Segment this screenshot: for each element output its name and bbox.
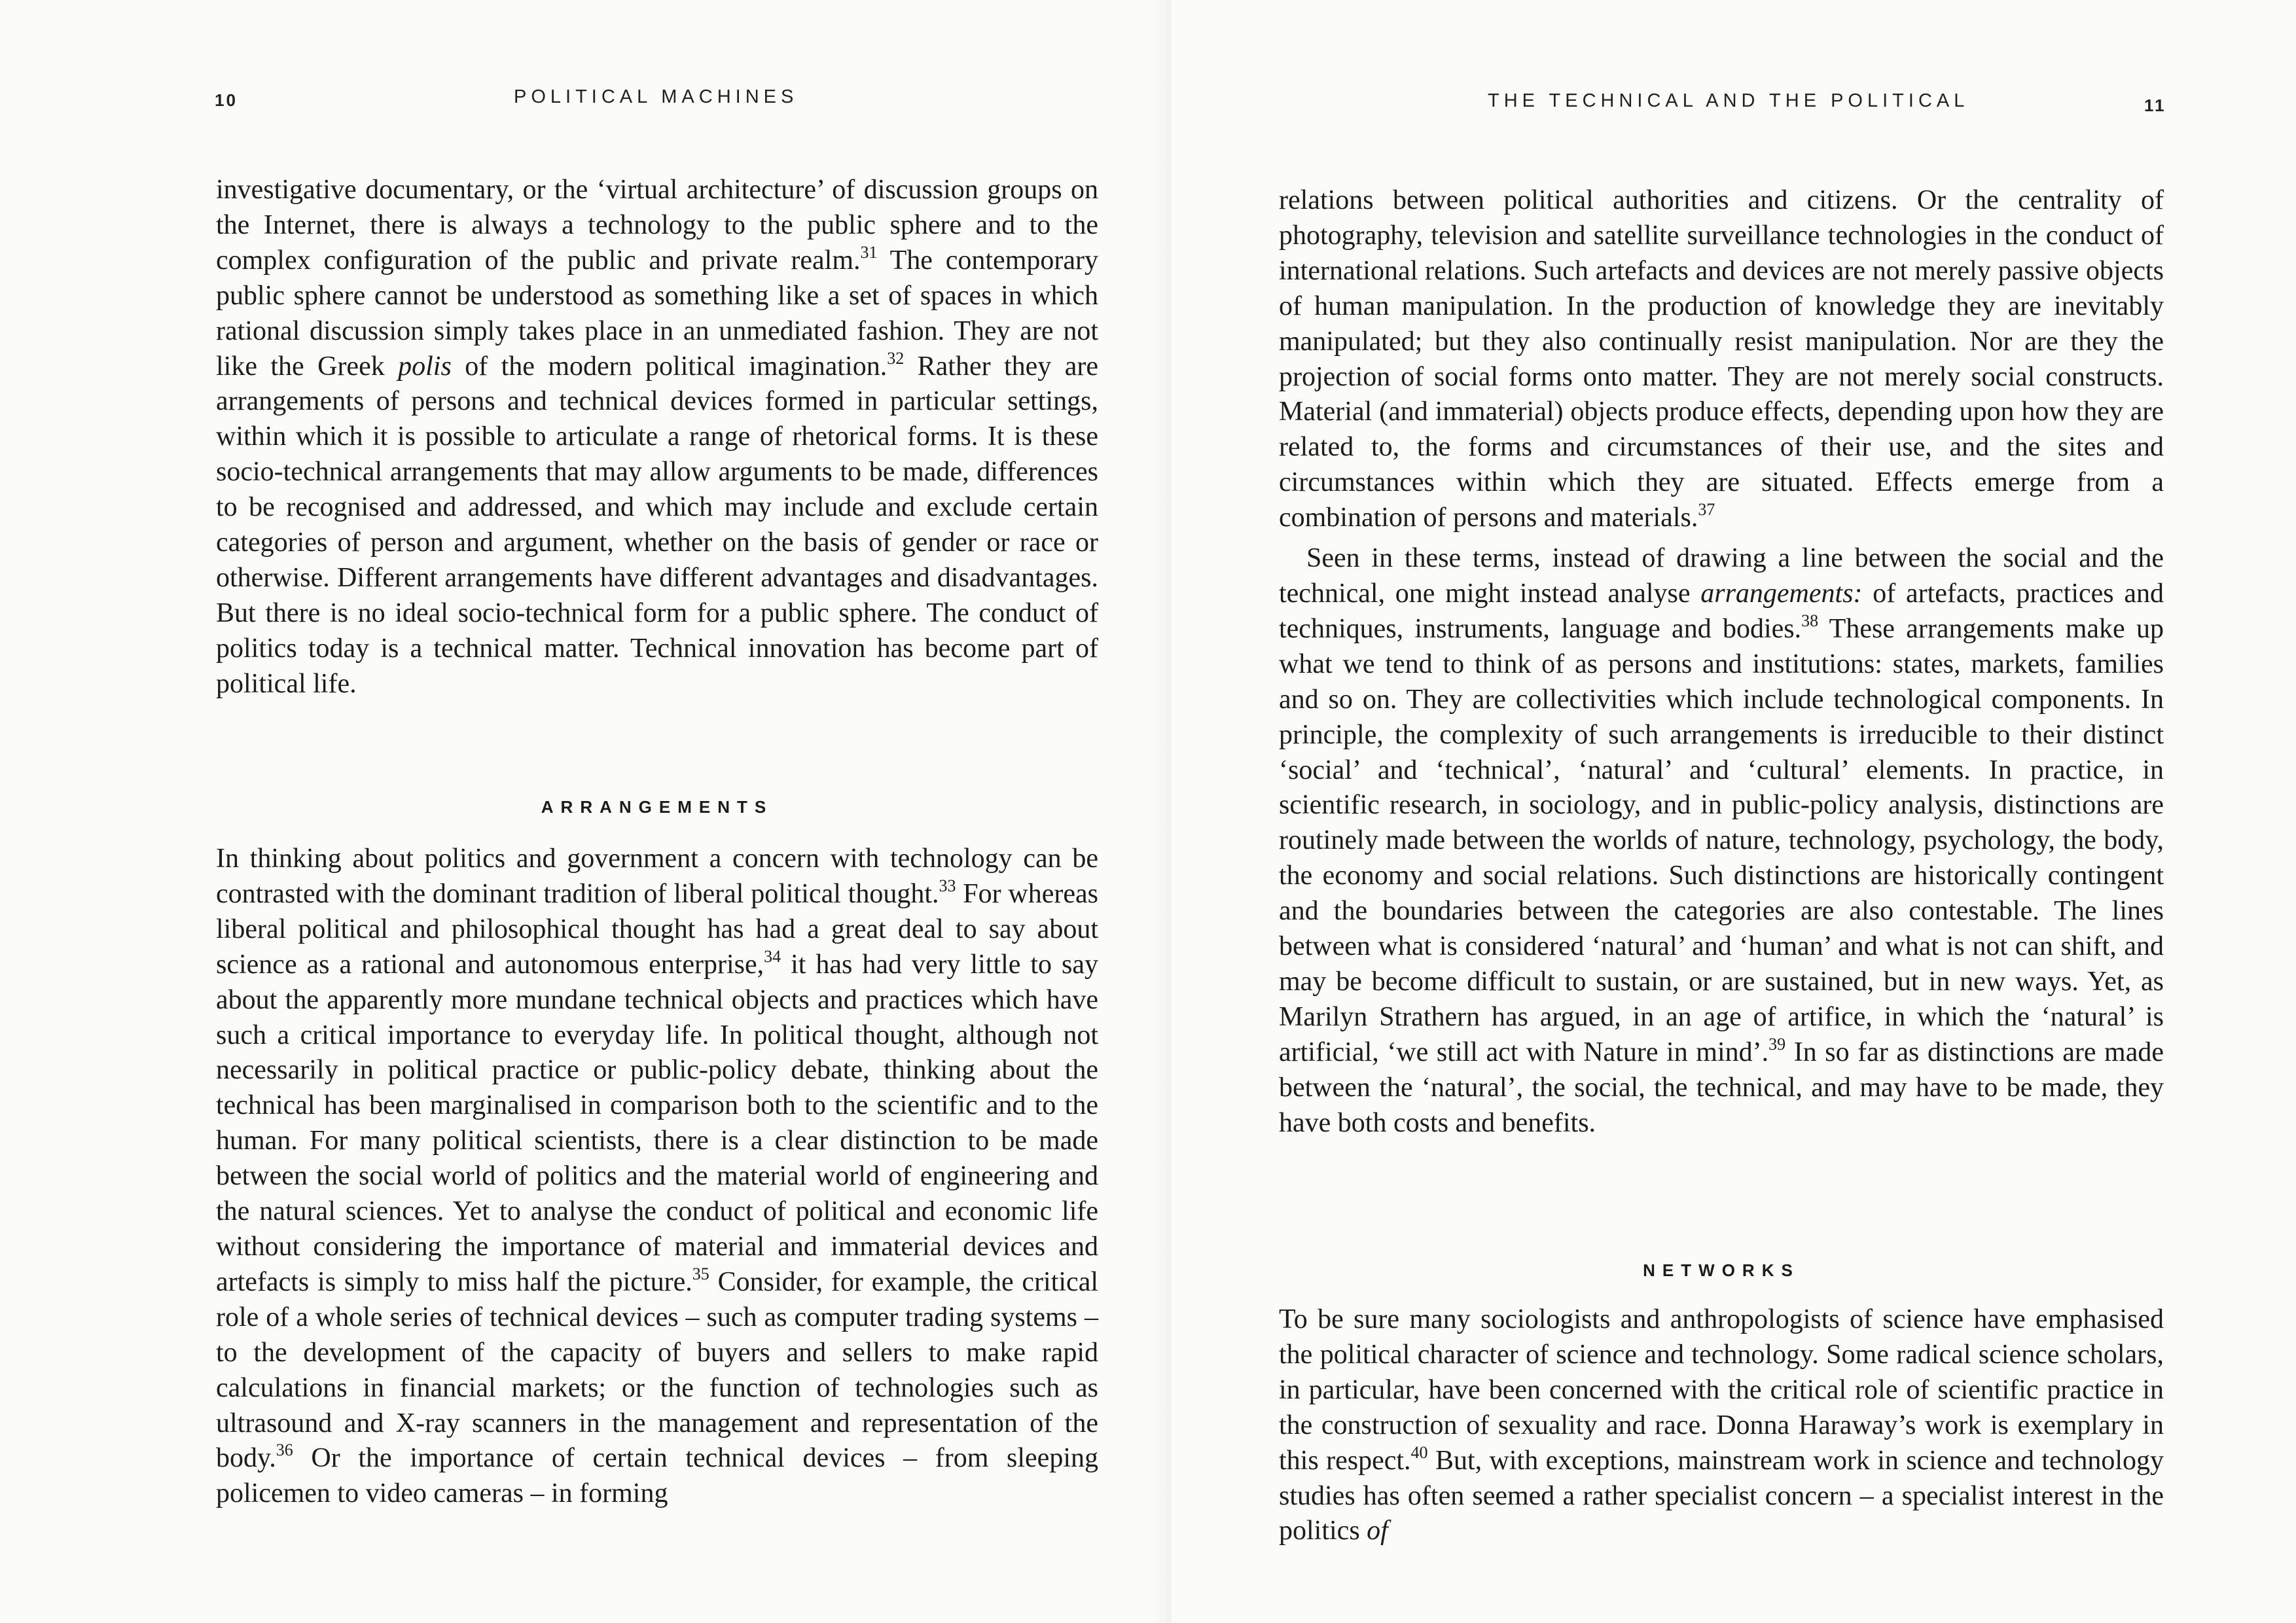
footnote-ref: 35 [692,1264,709,1283]
footnote-ref: 38 [1801,611,1819,630]
body-text-block-1 [1279,183,2164,1141]
paragraph: investigative documentary, or the ‘virtual architecture’ of discussion groups on the Internet, there is always a technology to the public sphere and to the complex configuration of the public and private realm.$^{31}$ The contemporary public sphere cannot be understood as something like a set of spaces in which rational discussion simply takes place in an unmediated fashion. They are not like the Greek polis of the modern political imagination.$^{32}$ Rather they are arrangements of persons and technical devices formed in particular settings, within which it is possible to articulate a range of rhetorical forms. It is these socio-technical arrangements that may allow arguments to be made, differences to be recognised and addressed, and which may include and exclude certain categories of person and argument, whether on the basis of gender or race or otherwise. Different arrangements have different advantages and disadvantages. But there is no ideal socio-technical form for a public sphere. The conduct of politics today is a technical matter. Technical innovation has become part of political life. [216,175,1098,699]
running-head: POLITICAL MACHINES [514,86,798,107]
footnote-ref: 40 [1410,1442,1428,1462]
footnote-ref: 36 [276,1440,293,1460]
footnote-ref: 31 [860,242,878,262]
section-heading: ARRANGEMENTS [541,797,774,817]
running-head: THE TECHNICAL AND THE POLITICAL [1488,90,1969,111]
body-text-block-2 [1279,1302,2164,1549]
footnote-ref: 33 [939,876,956,895]
paragraph: relations between political authorities and citizens. Or the centrality of photography, television and satellite surveillance technologies in the conduct of international relations. Such artefacts and devices are not merely passive objects of human manipulation. In the production of knowledge they are inevitably manipulated; but they also continually resist manipulation. Nor are they the projection of social forms onto matter. They are not merely social constructs. Material (and immaterial) objects produce effects, depending upon how they are related to, the forms and circumstances of their use, and the sites and circumstances within which they are situated. Effects emerge from a combination of persons and materials.$^{37}$ [1279,185,2164,533]
footnote-ref: 32 [887,348,905,368]
paragraph: To be sure many sociologists and anthropologists of science have emphasised the political character of science and technology. Some radical science scholars, in particular, have been concerned with the critical role of scientific practice in the construction of sexuality and race. Donna Haraway’s work is exemplary in this respect.$^{40}$ But, with exceptions, mainstream work in science and technology studies has often seemed a rather specialist concern – a specialist interest in the politics of [1279,1304,2164,1546]
right-page [1172,0,2296,1623]
footnote-ref: 34 [764,946,781,966]
paragraph: In thinking about politics and government a concern with technology can be contrasted with the dominant tradition of liberal political thought.$^{33}$ For whereas liberal political and philosophical thought has had a great deal to say about science as a rational and autonomous enterprise,$^{34}$ it has had very little to say about the apparently more mundane technical objects and practices which have such a critical importance to everyday life. In political thought, although not necessarily in political practice or public-policy debate, thinking about the technical has been marginalised in comparison both to the scientific and to the human. For many political scientists, there is a clear distinction to be made between the social world of politics and the material world of engineering and the natural sciences. Yet to analyse the conduct of political and economic life without considering the importance of material and immaterial devices and artefacts is simply to miss half the picture.$^{35}$ Consider, for example, the critical role of a whole series of technical devices – such as computer trading systems – to the development of the capacity of buyers and sellers to make rapid calculations in financial markets; or the function of technologies such as ultrasound and X-ray scanners in the management and representation of the body.$^{36}$ Or the importance of certain technical devices – from sleeping policemen to video cameras – in forming [216,844,1099,1509]
body-text-block-1 [216,173,1098,702]
page-number: 10 [215,90,238,110]
footnote-ref: 39 [1768,1034,1786,1054]
body-text-block-2 [216,842,1098,1512]
section-heading: NETWORKS [1643,1260,1800,1280]
page-number: 11 [2144,96,2166,115]
footnote-ref: 37 [1698,500,1715,520]
paragraph: Seen in these terms, instead of drawing a line between the social and the technical, one might instead analyse arrangements: of artefacts, practices and techniques, instruments, language and bodies.$^{38}$ These arrangements make up what we tend to think of as persons and institutions: states, markets, families and so on. They are collectivities which include technological components. In principle, the complexity of such arrangements is irreducible to their distinct ‘social’ and ‘technical’, ‘natural’ and ‘cultural’ elements. In practice, in scientific research, in sociology, and in public-policy analysis, distinctions are routinely made between the worlds of nature, technology, psychology, the body, the economy and social relations. Such distinctions are historically contingent and the boundaries between the categories are also contestable. The lines between what is considered ‘natural’ and ‘human’ and what is not can shift, and may be become difficult to sustain, or are sustained, but in new ways. Yet, as Marilyn Strathern has argued, in an age of artifice, in which the ‘natural’ is artificial, ‘we still act with Nature in mind’.$^{39}$ In so far as distinctions are made between the ‘natural’, the social, the technical, and may have to be made, they have both costs and benefits. [1279,543,2164,1138]
